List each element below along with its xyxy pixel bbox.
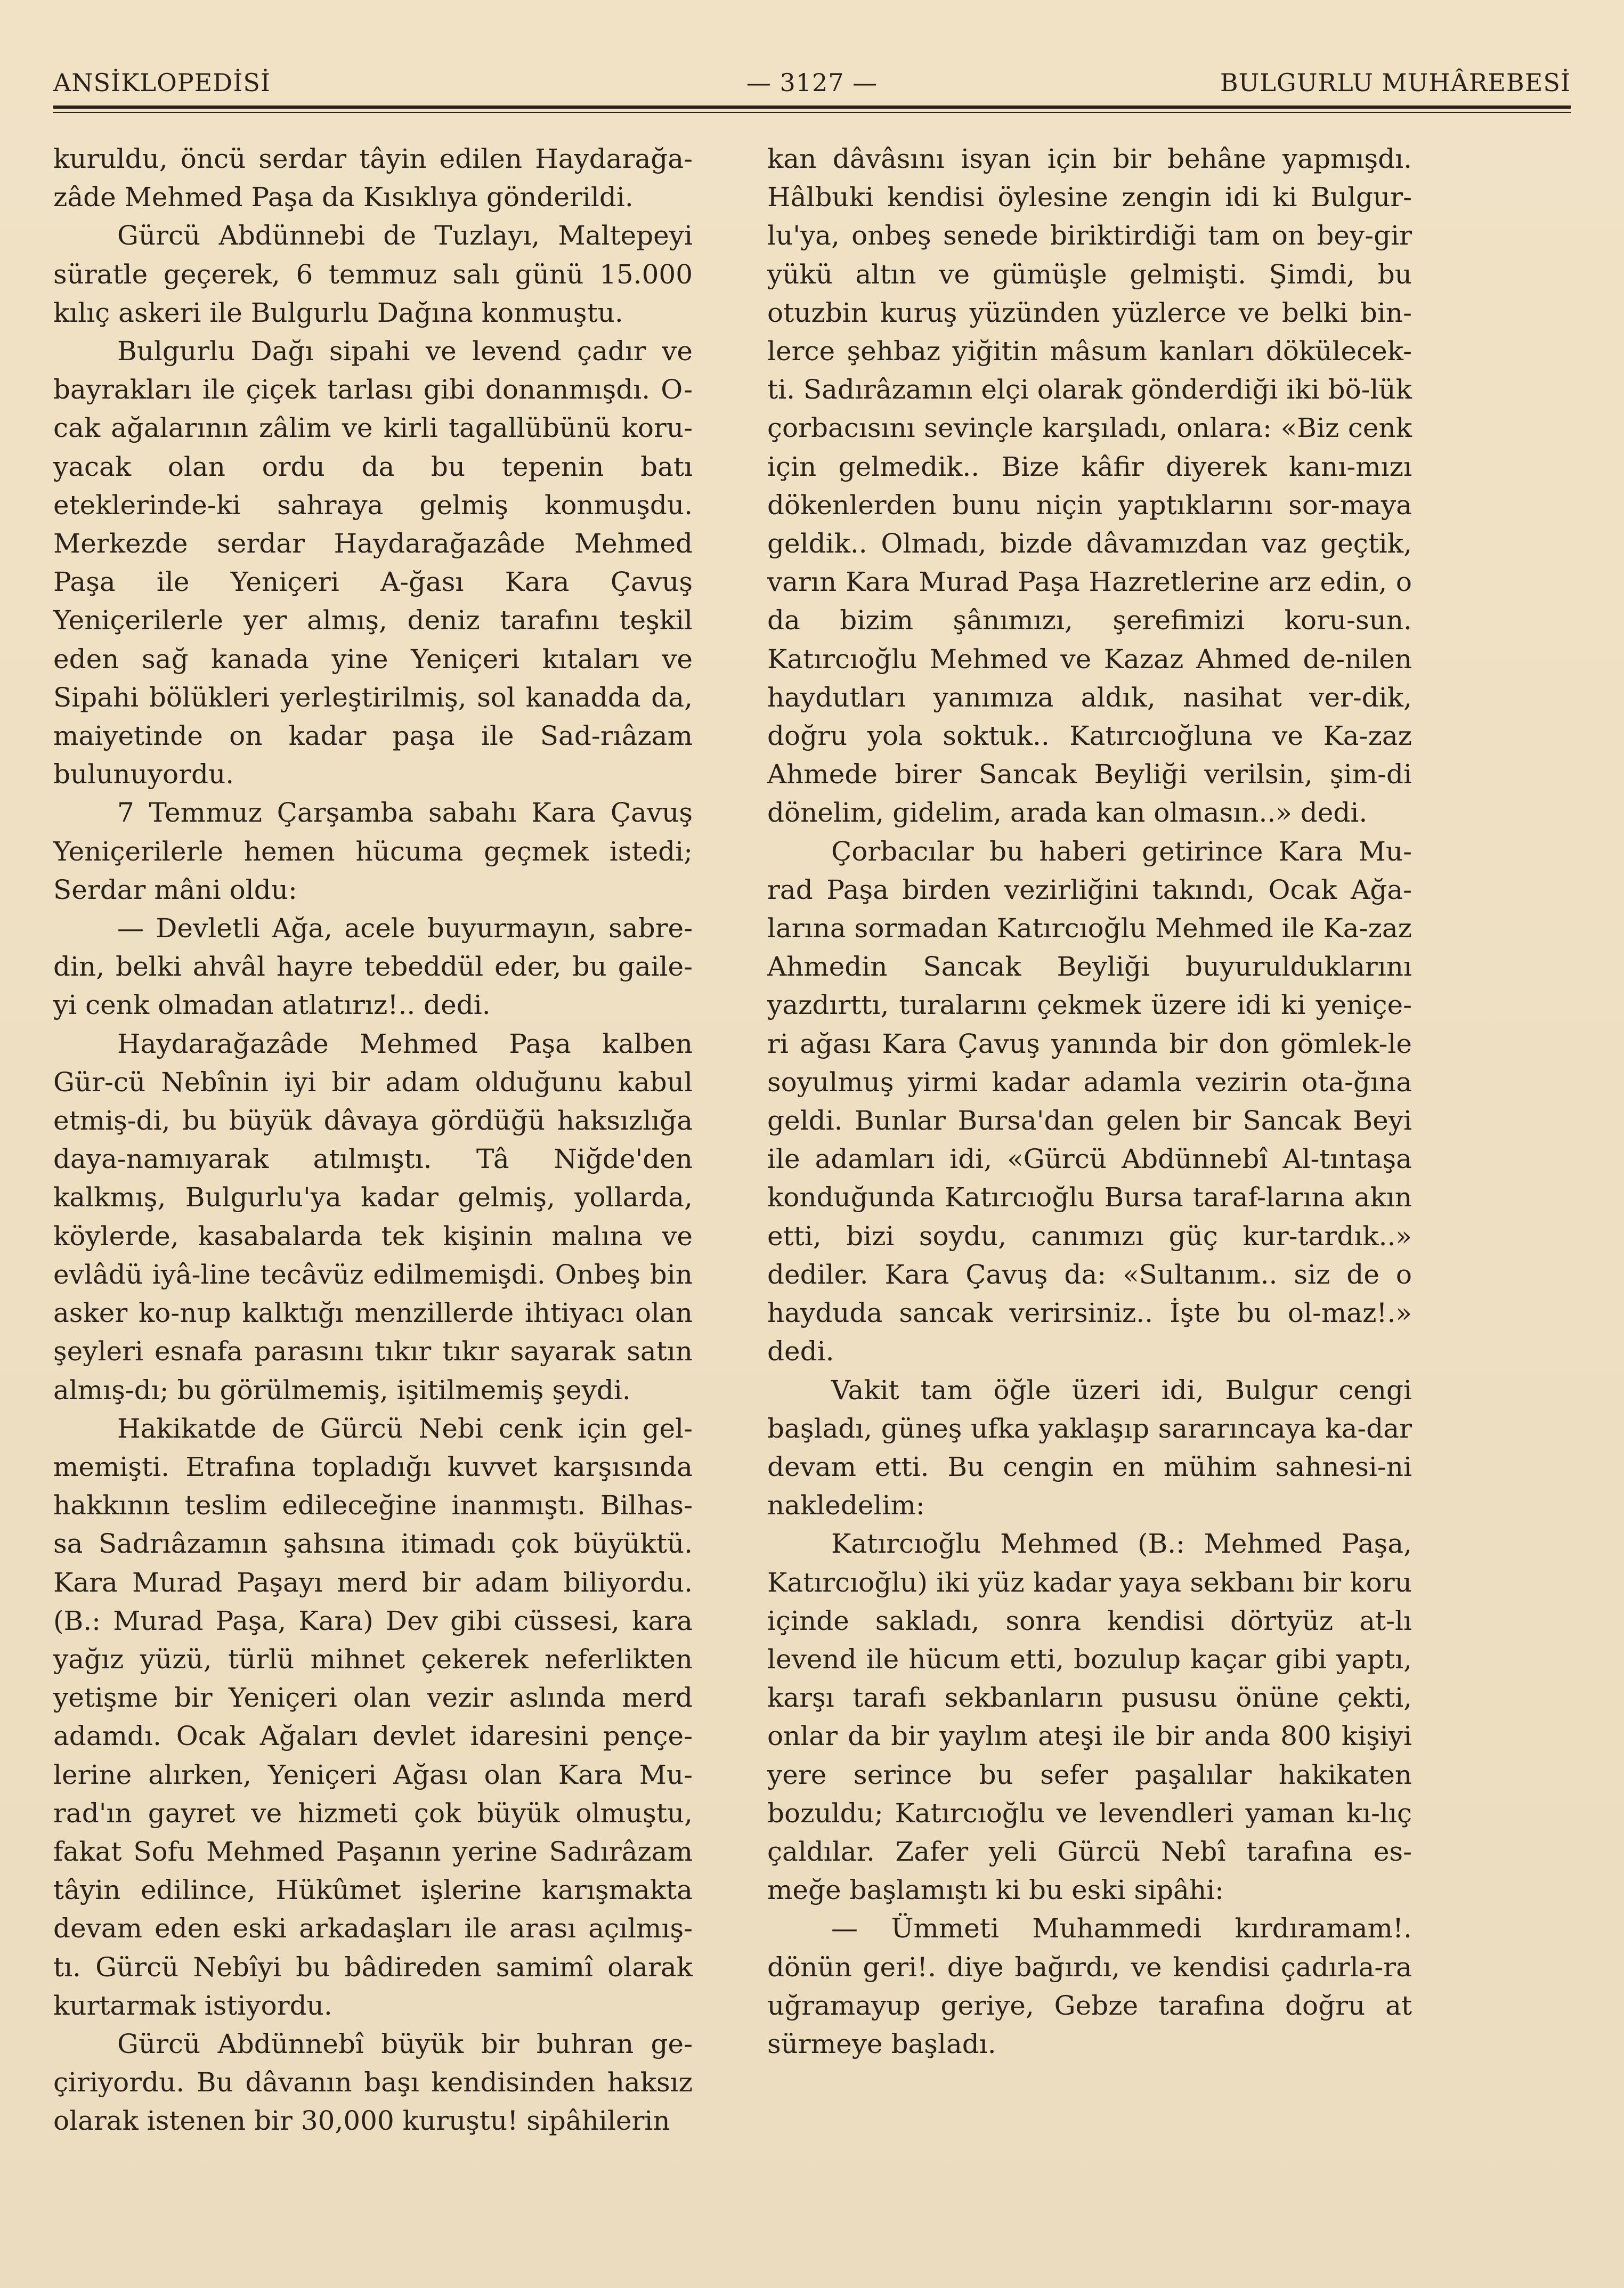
paragraph: Hakikatde de Gürcü Nebi cenk için gel-memişti. Etrafına topladığı kuvvet karşısında hakkının teslim edileceğine inanmıştı. Bilhas-sa Sadrıâzamın şahsına itimadı çok büyüktü. Kara Murad Paşayı merd bir adam biliyordu. (B.: Murad Paşa, Kara) Dev gibi cüssesi, kara yağız yüzü, türlü mihnet çekerek neferlikten yetişme bir Yeniçeri olan vezir aslında merd adamdı. Ocak Ağaları devlet idaresini pençe-lerine alırken, Yeniçeri Ağası olan Kara Mu-rad'ın gayret ve hizmeti çok büyük olmuştu, fakat Sofu Mehmed Paşanın yerine Sadırâzam tâyin edilince, Hükûmet işlerine karışmakta devam eden eski arkadaşları ile arası açılmış-tı. Gürcü Nebîyi bu bâdireden samimî olarak kurtarmak istiyordu. [53,1413,693,2021]
paragraph: Bulgurlu Dağı sipahi ve levend çadır ve bayrakları ile çiçek tarlası gibi donanmışdı. O-cak ağalarının zâlim ve kirli tagallübünü koru-yacak olan ordu da bu tepenin batı eteklerinde-ki sahraya gelmiş konmuşdu. Merkezde serdar Haydarağazâde Mehmed Paşa ile Yeniçeri A-ğası Kara Çavuş Yeniçerilerle yer almış, deniz tarafını teşkil eden sağ kanada yine Yeniçeri kıtaları ve Sipahi bölükleri yerleştirilmiş, sol kanadda da, maiyetinde on kadar paşa ile Sad-rıâzam bulunuyordu. [53,336,693,790]
paragraph: Vakit tam öğle üzeri idi, Bulgur cengi başladı, güneş ufka yaklaşıp sararıncaya ka-dar devam etti. Bu cengin en mühim sahnesi-ni nakledelim: [767,1374,1412,1521]
paragraph: Haydarağazâde Mehmed Paşa kalben Gür-cü Nebînin iyi bir adam olduğunu kabul etmiş-di, bu büyük dâvaya gördüğü haksızlığa daya-namıyarak atılmıştı. Tâ Niğde'den kalkmış, Bulgurlu'ya kadar gelmiş, yollarda, köylerde, kasabalarda tek kişinin malına ve evlâdü iyâ-line tecâvüz edilmemişdi. Onbeş bin asker ko-nup kalktığı menzillerde ihtiyacı olan şeyleri esnafa parasını tıkır tıkır sayarak satın almış-dı; bu görülmemiş, işitilmemiş şeydi. [53,1028,693,1406]
paragraph: Gürcü Abdünnebi de Tuzlayı, Maltepeyi süratle geçerek, 6 temmuz salı günü 15.000 kılıç askeri ile Bulgurlu Dağına konmuştu. [53,220,693,328]
paragraph: — Ümmeti Muhammedi kırdıramam!. dönün geri!. diye bağırdı, ve kendisi çadırla-ra uğramayup geriye, Gebze tarafına doğru at sürmeye başladı. [767,1913,1412,2059]
header-encyclopedia-title: ANSİKLOPEDİSİ [53,68,271,97]
paragraph: kan dâvâsını isyan için bir behâne yapmışdı. Hâlbuki kendisi öylesine zengin idi ki Bulgur-lu'ya, onbeş senede biriktirdiği tam on bey-gir yükü altın ve gümüşle gelmişti. Şimdi, bu otuzbin kuruş yüzünden yüzlerce ve belki bin-lerce şehbaz yiğitin mâsum kanları dökülecek-ti. Sadırâzamın elçi olarak gönderdiği iki bö-lük çorbacısını sevinçle karşıladı, onlara: «Biz cenk için gelmedik.. Bize kâfir diyerek kanı-mızı dökenlerden bunu niçin yaptıklarını sor-maya geldik.. Olmadı, bizde dâvamızdan vaz geçtik, varın Kara Murad Paşa Hazretlerine arz edin, o da bizim şânımızı, şerefimizi koru-sun. Katırcıoğlu Mehmed ve Kazaz Ahmed de-nilen haydutları yanımıza aldık, nasihat ver-dik, doğru yola soktuk.. Katırcıoğluna ve Ka-zaz Ahmede birer Sancak Beyliği verilsin, şim-di dönelim, gidelim, arada kan olmasın..» dedi. [767,143,1412,829]
header-article-title: BULGURLU MUHÂREBESİ [1220,68,1571,97]
page-header [53,68,1571,106]
left-column [53,140,693,2140]
header-rule [53,106,1571,109]
paragraph: kuruldu, öncü serdar tâyin edilen Haydarağa-zâde Mehmed Paşa da Kısıklıya gönderildi. [53,143,693,213]
paragraph: Çorbacılar bu haberi getirince Kara Mu-rad Paşa birden vezirliğini takındı, Ocak Ağa-larına sormadan Katırcıoğlu Mehmed ile Ka-zaz Ahmedin Sancak Beyliği buyurulduklarını yazdırttı, turalarını çekmek üzere idi ki yeniçe-ri ağası Kara Çavuş yanında bir don gömlek-le soyulmuş yirmi kadar adamla vezirin ota-ğına geldi. Bunlar Bursa'dan gelen bir Sancak Beyi ile adamları idi, «Gürcü Abdünnebî Al-tıntaşa konduğunda Katırcıoğlu Bursa taraf-larına akın etti, bizi soydu, canımızı güç kur-tardık..» dediler. Kara Çavuş da: «Sultanım.. siz de o hayduda sancak verirsiniz.. İşte bu ol-maz!.» dedi. [767,835,1412,1367]
paragraph: — Devletli Ağa, acele buyurmayın, sabre-din, belki ahvâl hayre tebeddül eder, bu gaile-yi cenk olmadan atlatırız!.. dedi. [53,913,693,1021]
paragraph: Katırcıoğlu Mehmed (B.: Mehmed Paşa, Katırcıoğlu) iki yüz kadar yaya sekbanı bir koru içinde sakladı, sonra kendisi dörtyüz at-lı levend ile hücum etti, bozulup kaçar gibi yaptı, karşı tarafı sekbanların pususu önüne çekti, onlar da bir yaylım ateşi ile bir anda 800 kişiyi yere serince bu sefer paşalılar hakikaten bozuldu; Katırcıoğlu ve levendleri yaman kı-lıç çaldılar. Zafer yeli Gürcü Nebî tarafına es-meğe başlamıştı ki bu eski sipâhi: [767,1528,1412,1906]
right-column [767,140,1412,2063]
paragraph: 7 Temmuz Çarşamba sabahı Kara Çavuş Yeniçerilerle hemen hücuma geçmek istedi; Serdar mâni oldu: [53,797,693,905]
header-rule-thin [53,112,1571,113]
page-number: — 3127 — [746,68,878,97]
paragraph: Gürcü Abdünnebî büyük bir buhran ge-çiriyordu. Bu dâvanın başı kendisinden haksız olarak istenen bir 30,000 kuruştu! sipâhilerin [53,2028,693,2137]
